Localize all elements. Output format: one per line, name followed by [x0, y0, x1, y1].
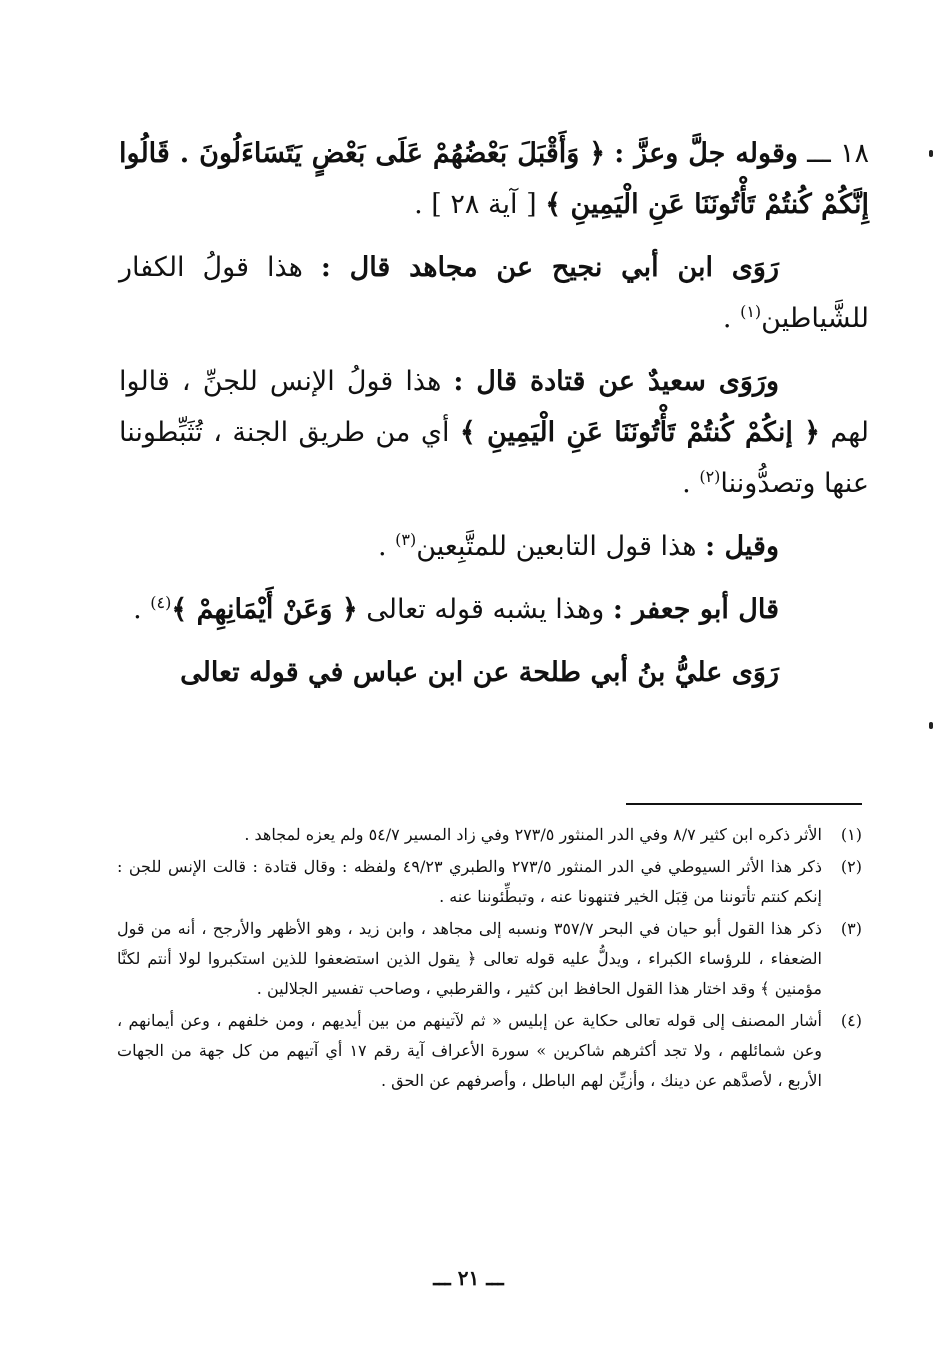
sentence-end: . [682, 468, 700, 499]
paragraph-qila [119, 521, 869, 572]
paragraph-mujahid [119, 242, 869, 344]
paragraph-qatada [119, 356, 869, 509]
quran-quote: ﴿ إنكُمْ كُنتُمْ تَأْتُونَنَا عَنِ الْيَمِينِ ﴾ [459, 417, 820, 448]
footnote-separator [626, 803, 862, 805]
footnote-1 [117, 820, 862, 850]
main-text [119, 128, 869, 710]
scan-mark [929, 722, 933, 729]
footnote-text: ذكر هذا الأثر السيوطي في الدر المنثور ٢٧٣/٥ والطبري ٤٩/٢٣ ولفظه : وقال قتادة : قالت الإنس للجن : إنكم كنتم تأتوننا من قِبَل الخير فتنهونا عنه ، وتبطِّئوننا عنه . [117, 857, 822, 906]
footnote-ref-4[interactable]: (٤) [150, 593, 172, 612]
narration-lead: وقيل : [705, 531, 779, 562]
paragraph-abu-jafar [119, 584, 869, 635]
footnote-3 [117, 914, 862, 1004]
verse-intro: وقوله جلَّ وعزَّ : [614, 138, 798, 169]
footnote-text: أشار المصنف إلى قوله تعالى حكاية عن إبليس « ثم لآتينهم من بين أيديهم ، ومن خلفهم ، وعن أيمانهم ، وعن شمائلهم ، ولا تجد أكثرهم شاكرين » سورة الأعراف آية رقم ١٧ أي آتيهم من كل جهة من الجهات الأربع ، لأصدَّهم عن دينك ، وأزيِّن لهم الباطل ، وأصرفهم عن الحق . [117, 1011, 822, 1090]
footnote-number: (١) [840, 825, 862, 844]
footnote-number: (٤) [840, 1011, 862, 1030]
narration-text: هذا قول التابعين للمتَّبِعين [416, 531, 697, 562]
footnote-number: (٢) [840, 857, 862, 876]
quran-quote: ﴿ وَأَقْبَلَ بَعْضُهُمْ عَلَى بَعْضٍ يَتَسَاءَلُونَ . قَالُوا إِنَّكُمْ كُنتُمْ تَأْتُونَنَا عَنِ الْيَمِينِ ﴾ [119, 138, 869, 220]
footnote-ref-3[interactable]: (٣) [395, 530, 417, 549]
footnote-2 [117, 852, 862, 912]
footnote-4 [117, 1006, 862, 1096]
scan-mark [929, 150, 933, 157]
narration-lead: قال أبو جعفر : [612, 594, 779, 625]
footnote-number: (٣) [840, 919, 862, 938]
footnote-ref-1[interactable]: (١) [740, 302, 762, 321]
footnote-text: الأثر ذكره ابن كثير ٨/٧ وفي الدر المنثور ٢٧٣/٥ وفي زاد المسير ٥٤/٧ ولم يعزه لمجاهد . [244, 825, 822, 844]
paragraph-ibn-abbas [119, 647, 869, 698]
footnotes [117, 820, 862, 1098]
narration-text: وهذا يشبه قوله تعالى [366, 594, 605, 625]
page-number: ـــ ٢١ ـــ [433, 1266, 504, 1290]
verse-reference: [ آية ٢٨ ] . [414, 189, 537, 220]
sentence-end: . [722, 303, 741, 334]
sentence-end: . [133, 594, 151, 625]
narration-lead: ورَوَى سعيدٌ عن قتادة قال : [453, 366, 779, 397]
quran-quote: ﴿ وَعَنْ أَيْمَانِهِمْ ﴾ [171, 594, 358, 625]
narration-text: هذا قولُ الإنس للجنِّ ، قالوا لهم [119, 366, 869, 448]
narration-lead: رَوَى عليُّ بنُ أبي طلحة عن ابن عباس في قوله تعالى [180, 657, 779, 688]
narration-text: هذا قولُ الكفار للشَّياطين [119, 252, 869, 334]
sentence-end: . [377, 531, 396, 562]
footnote-text: ذكر هذا القول أبو حيان في البحر ٣٥٧/٧ ونسبه إلى مجاهد ، وابن زيد ، وهو الأظهر والأرجح ، أنه من قول الضعفاء ، للرؤساء الكبراء ، ويدلُّ عليه قوله تعالى ﴿ يقول الذين استضعفوا للذين استكبروا لولا أنتم لكنَّا مؤمنين ﴾ وقد اختار هذا القول الحافظ ابن كثير ، والقرطبي ، وصاحب تفسير الجلالين . [117, 919, 822, 998]
verse-number: ١٨ ـــ [807, 138, 869, 169]
paragraph-verse-18 [119, 128, 869, 230]
footnote-ref-2[interactable]: (٢) [699, 467, 721, 486]
narration-text: أي من طريق الجنة ، تُثَبِّطوننا عنها وتصدُّوننا [119, 417, 869, 499]
narration-lead: رَوَى ابن أبي نجيح عن مجاهد قال : [320, 252, 779, 283]
